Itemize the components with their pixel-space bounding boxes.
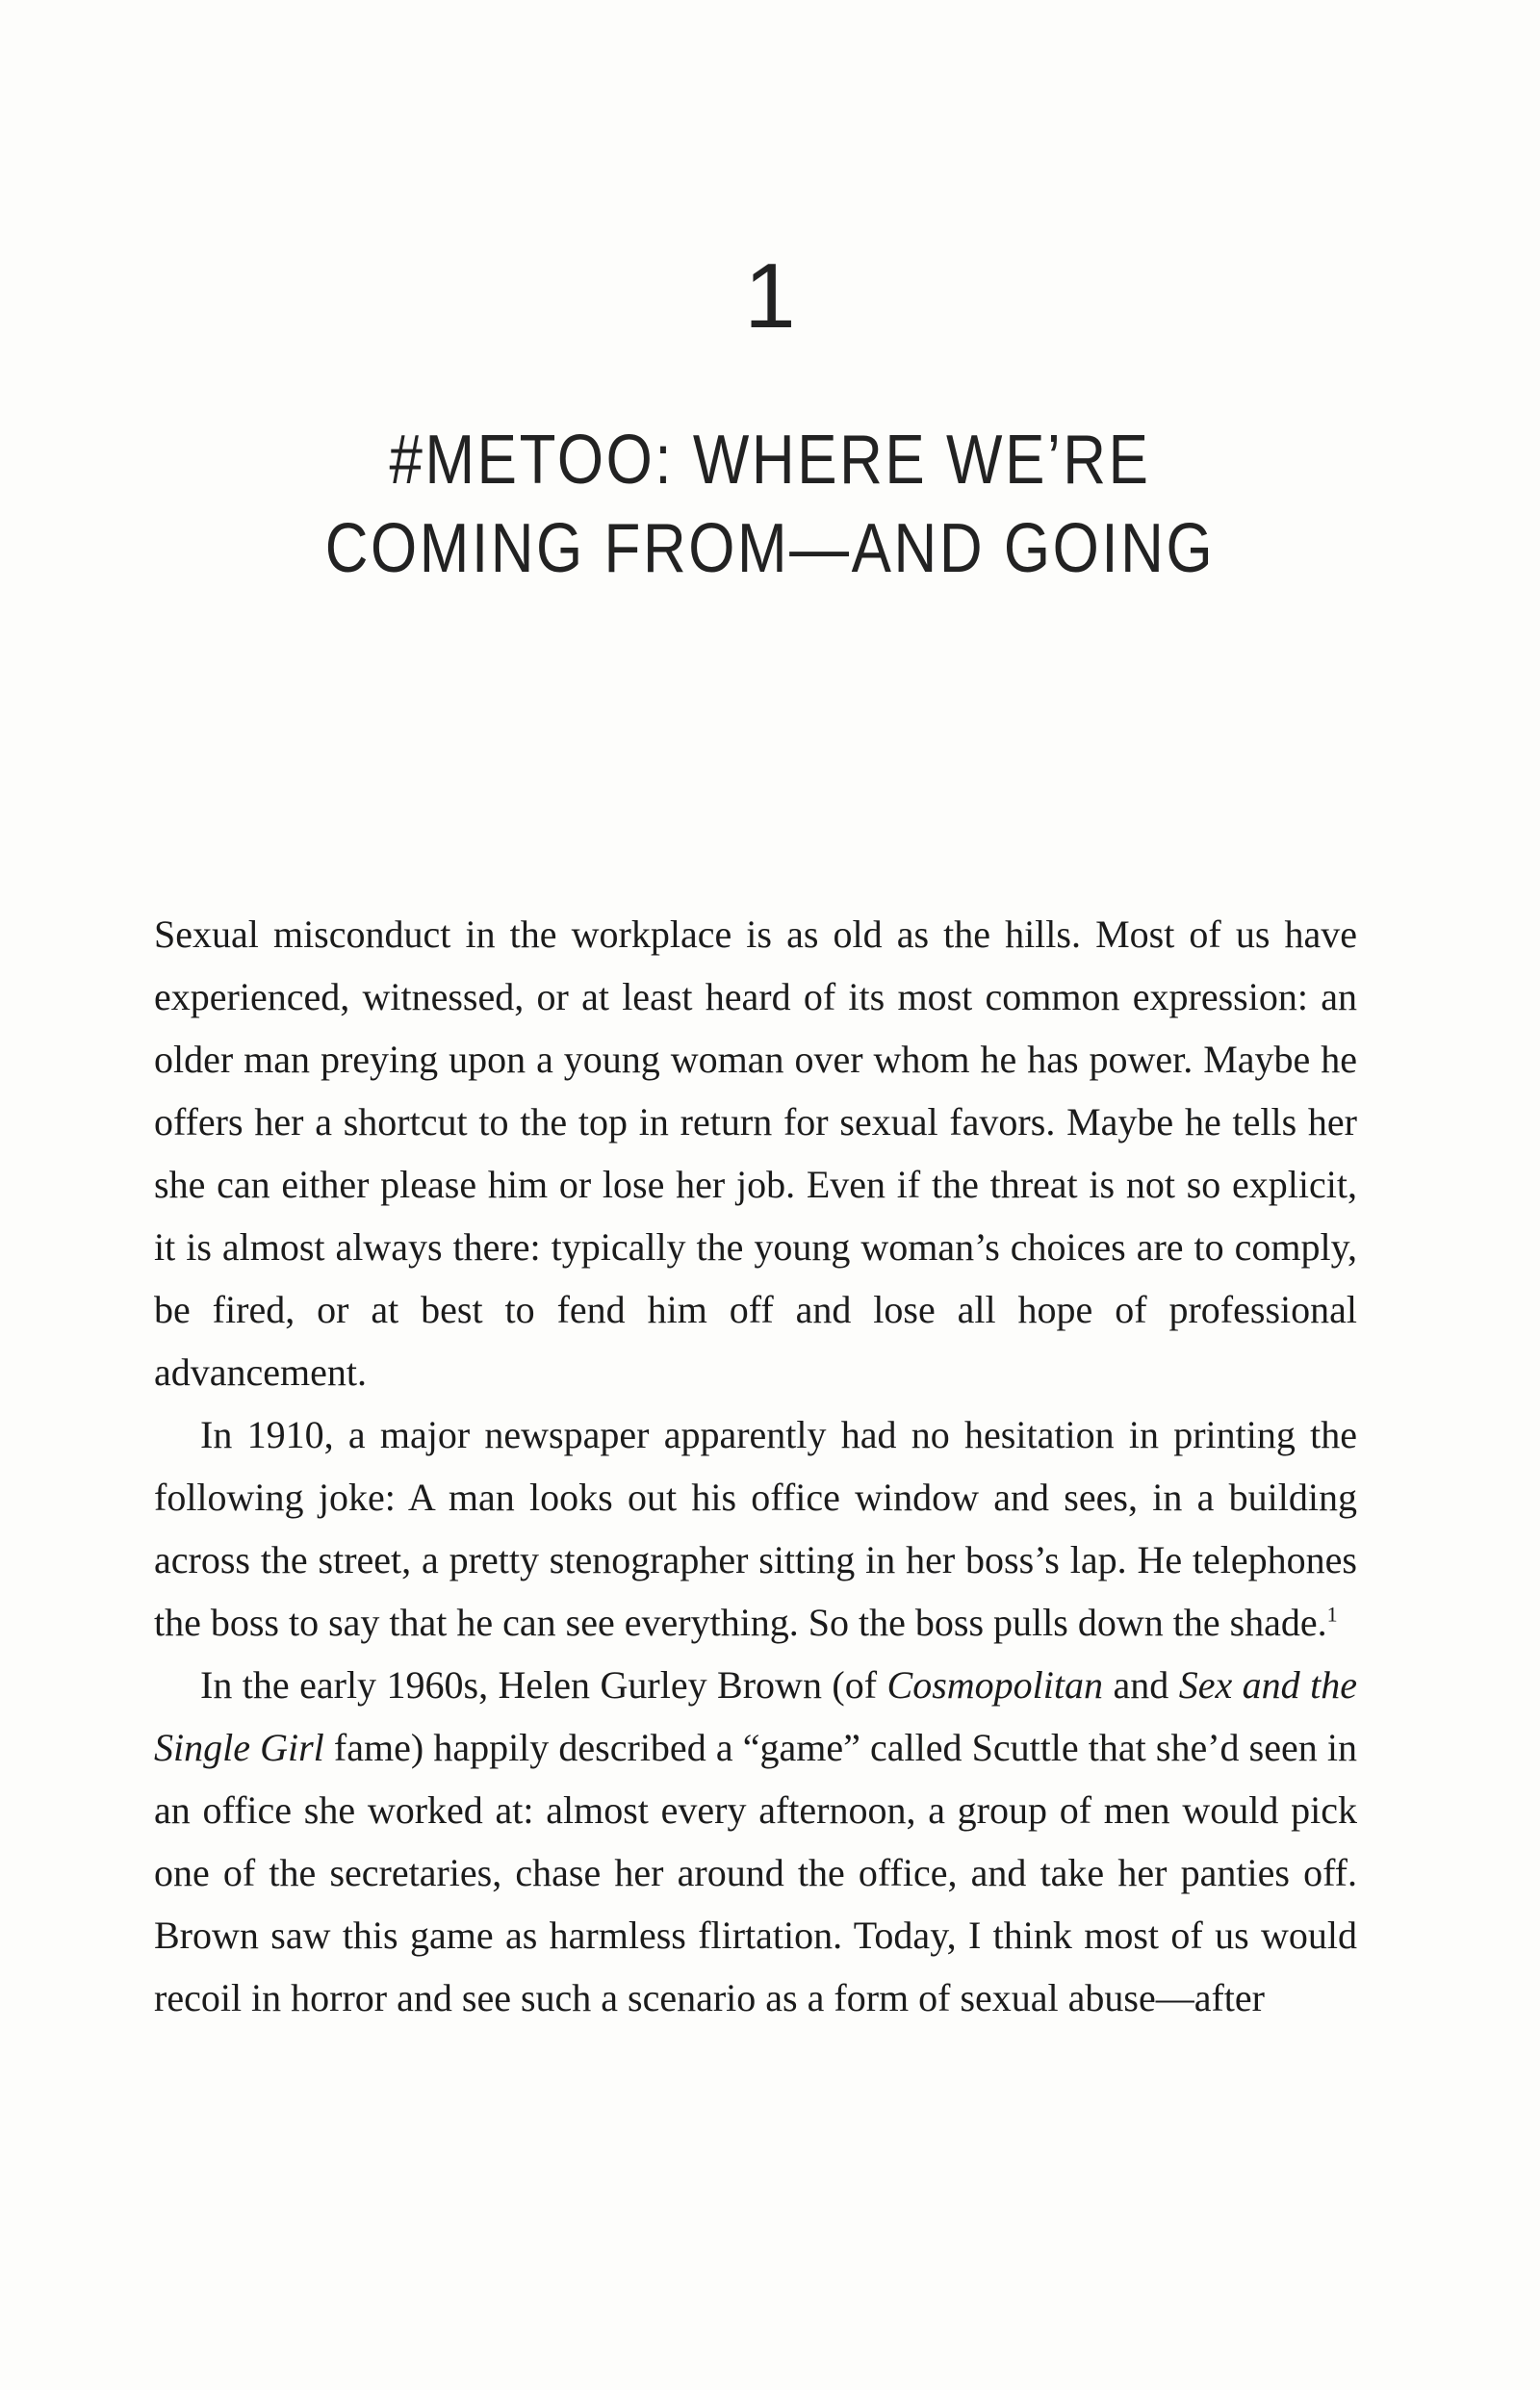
book-title-sex-and-the-single-girl: Sex and the Single Girl [154,1663,1357,1769]
chapter-title [0,416,1540,593]
body-text [154,903,1357,2029]
chapter-number: 1 [744,244,796,347]
paragraph-1-text: Sexual misconduct in the workplace is as old as the hills. Most of us have experienced, witnessed, or at least heard of its most common expression: an older man preying upon a young woman over whom he has power. Maybe he offers her a shortcut to the top in return for sexual favors. Maybe he tells her she can either please him or lose her job. Even if the threat is not so explicit, it is almost always there: typically the young woman’s choices are to comply, be fired, or at best to fend him off and lose all hope of professional advancement. [154,912,1357,1394]
book-title-cosmopolitan: Cosmopolitan [886,1663,1103,1707]
paragraph-3-text-a: In the early 1960s, Helen Gurley Brown (of [200,1663,887,1707]
paragraph-3-text-b: and [1103,1663,1179,1707]
paragraph-3-text-c: fame) happily described a “game” called Scuttle that she’d seen in an office she worked at: almost every afternoon, a group of men would pick one of the secretaries, chase her around the office, and take her panties off. Brown saw this game as harmless flirtation. Today, I think most of us would recoil in horror and see such a scenario as a form of sexual abuse—after [154,1726,1357,2019]
paragraph-2 [154,1403,1357,1654]
chapter-title-line-1: #METOO: WHERE WE’RE [389,422,1151,499]
paragraph-2-text: In 1910, a major newspaper apparently had no hesitation in printing the following joke: A man looks out his office window and sees, in a building across the street, a pretty stenographer sitting in her boss’s lap. He telephones the boss to say that he can see everything. So the boss pulls down the shade. [154,1413,1357,1644]
paragraph-1 [154,903,1357,1403]
chapter-title-line-2: COMING FROM—AND GOING [324,510,1216,587]
footnote-ref: 1 [1326,1602,1338,1627]
paragraph-3 [154,1654,1357,2029]
